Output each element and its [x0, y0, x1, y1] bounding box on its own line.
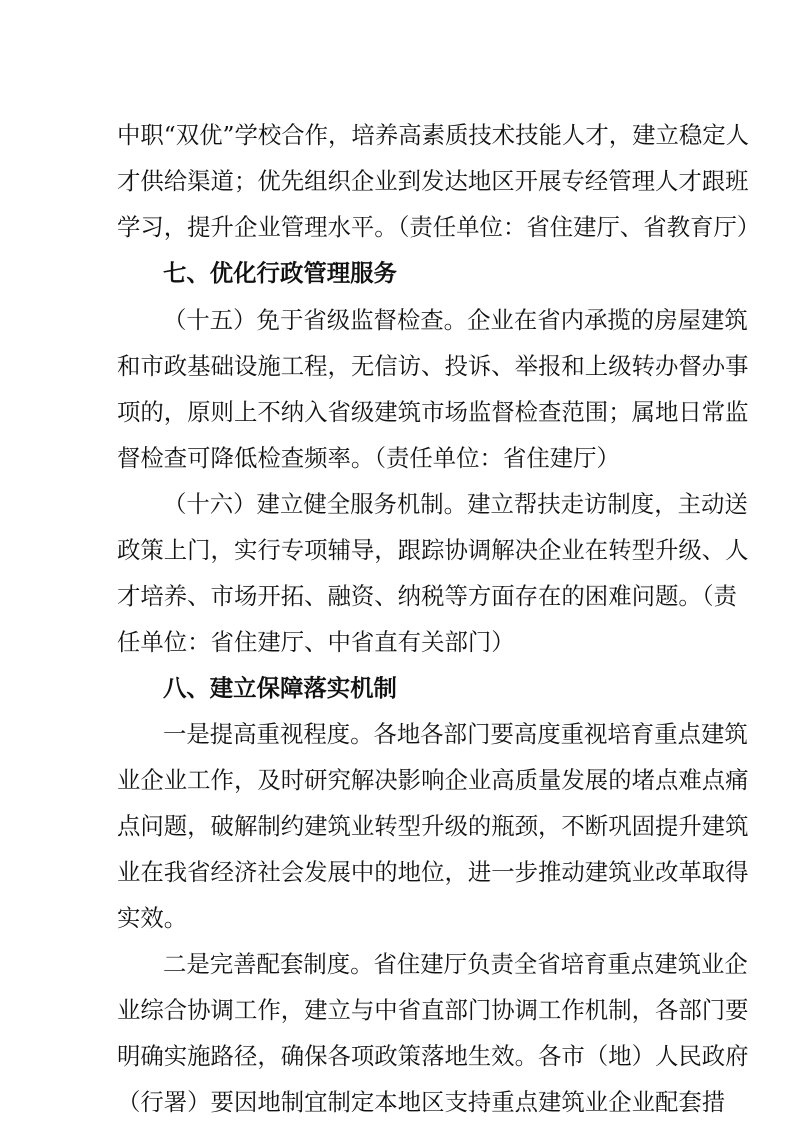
body-text-line: 才培养、市场开拓、融资、纳税等方面存在的困难问题。（责	[117, 582, 737, 610]
body-text-line: 点问题，破解制约建筑业转型升级的瓶颈，不断巩固提升建筑	[117, 812, 749, 840]
body-text-line: 中职“双优”学校合作，培养高素质技术技能人才，建立稳定人	[117, 121, 750, 149]
body-text-line: 一是提高重视程度。各地各部门要高度重视培育重点建筑	[163, 720, 748, 748]
body-text-line: 才供给渠道；优先组织企业到发达地区开展专经管理人才跟班	[117, 167, 749, 195]
body-text-line: 业企业工作，及时研究解决影响企业高质量发展的堵点难点痛	[117, 766, 749, 794]
body-text-line: 业在我省经济社会发展中的地位，进一步推动建筑业改革取得	[117, 858, 749, 886]
body-text-line: 学习，提升企业管理水平。（责任单位：省住建厅、省教育厅）	[117, 213, 761, 241]
body-text-line: 实效。	[117, 904, 188, 932]
body-text-line: （十五）免于省级监督检查。企业在省内承揽的房屋建筑	[163, 306, 748, 334]
body-text-line: 任单位：省住建厅、中省直有关部门）	[117, 628, 515, 656]
body-text-line: （十六）建立健全服务机制。建立帮扶走访制度，主动送	[163, 490, 748, 518]
body-text-line: 政策上门，实行专项辅导，跟踪协调解决企业在转型升级、人	[117, 536, 749, 564]
body-text-line: 二是完善配套制度。省住建厅负责全省培育重点建筑业企	[163, 950, 748, 978]
body-text-line: 业综合协调工作，建立与中省直部门协调工作机制，各部门要	[117, 996, 749, 1024]
body-text-line: 明确实施路径，确保各项政策落地生效。各市（地）人民政府	[117, 1042, 749, 1070]
section-heading-7: 七、优化行政管理服务	[163, 259, 397, 287]
body-text-line: （行署）要因地制宜制定本地区支持重点建筑业企业配套措	[117, 1088, 726, 1116]
body-text-line: 和市政基础设施工程，无信访、投诉、举报和上级转办督办事	[117, 352, 749, 380]
body-text-line: 督检查可降低检查频率。（责任单位：省住建厅）	[117, 444, 620, 472]
body-text-line: 项的，原则上不纳入省级建筑市场监督检查范围；属地日常监	[117, 398, 749, 426]
section-heading-8: 八、建立保障落实机制	[163, 674, 397, 702]
